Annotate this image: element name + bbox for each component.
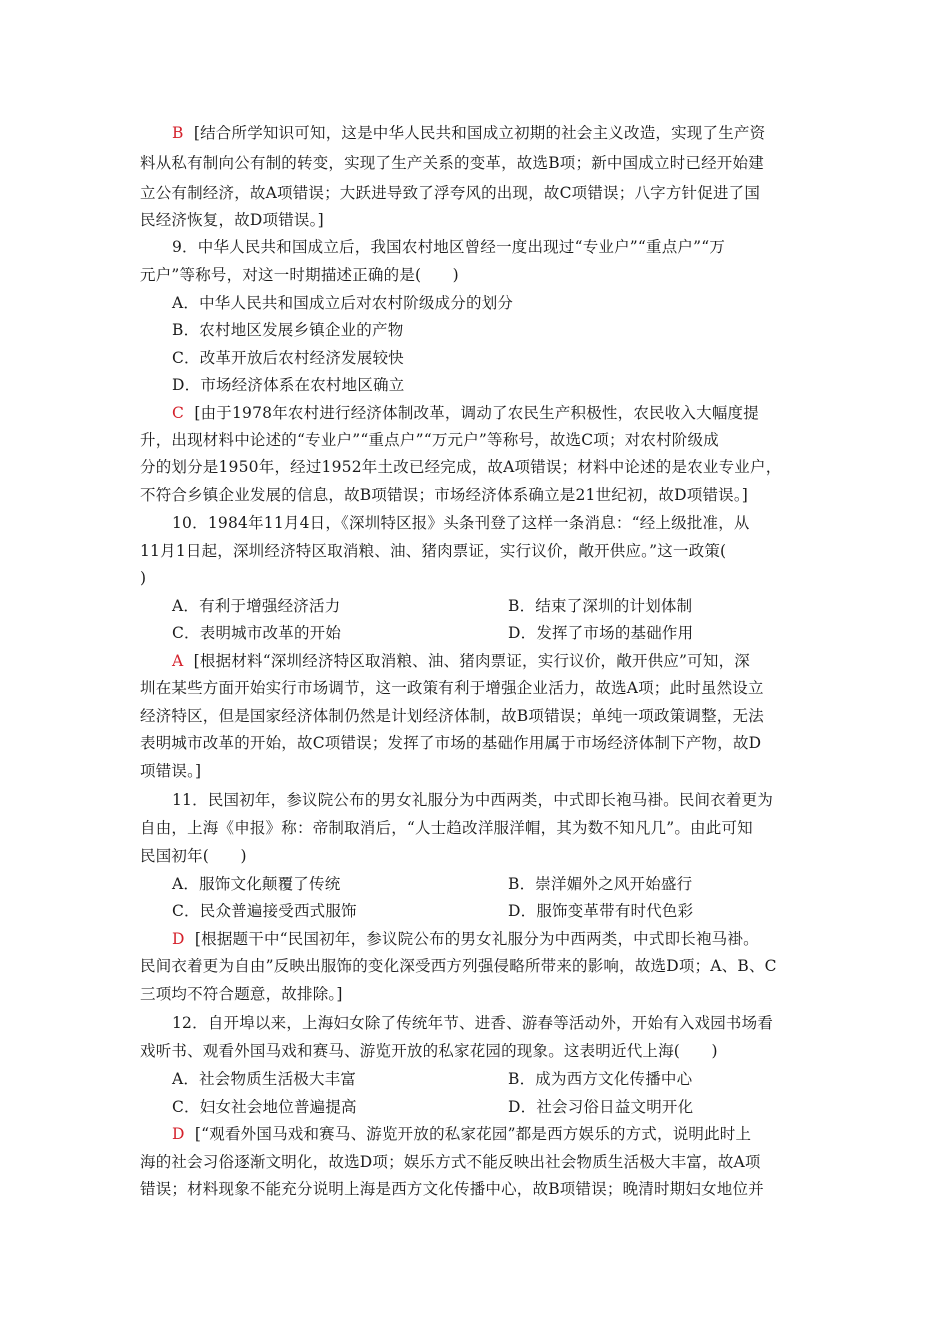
option-b: B．成为西方文化传播中心 [508,1070,693,1088]
question-stem: 11月1日起，深圳经济特区取消粮、油、猪肉票证，实行议价，敞开供应。”这一政策( [140,542,727,560]
question-stem: 戏听书、观看外国马戏和赛马、游览开放的私家花园的现象。这表明近代上海( ) [140,1042,718,1060]
explanation-line: 民经济恢复，故D项错误。] [140,211,324,229]
answer-letter: B [172,124,184,142]
answer-letter: A [172,652,184,670]
answer-line [172,403,852,423]
question-stem: 民国初年( ) [140,847,247,865]
question-stem: ) [140,569,147,587]
question-stem: 9．中华人民共和国成立后，我国农村地区曾经一度出现过“专业户”“重点户”“万 [172,238,726,256]
option-a: A．社会物质生活极大丰富 [172,1070,357,1088]
option-b: B．结束了深圳的计划体制 [508,597,693,615]
answer-line [172,1124,852,1144]
explanation-line: 海的社会习俗逐渐文明化，故选D项；娱乐方式不能反映出社会物质生活极大丰富，故A项 [140,1153,761,1171]
option-c: C．妇女社会地位普遍提高 [172,1098,357,1116]
answer-letter: C [172,404,185,422]
explanation-line: 立公有制经济，故A项错误；大跃进导致了浮夸风的出现，故C项错误；八字方针促进了国 [140,184,761,202]
option-d: D．服饰变革带有时代色彩 [508,902,694,920]
explanation-text: [根据题干中“民国初年，参议院公布的男女礼服分为中西两类，中式即长袍马褂。 [194,930,759,948]
question-stem: 元户”等称号，对这一时期描述正确的是( ) [140,266,459,284]
explanation-line: 民间衣着更为自由”反映出服饰的变化深受西方列强侵略所带来的影响，故选D项；A、B、C [140,957,777,975]
explanation-line: 不符合乡镇企业发展的信息，故B项错误；市场经济体系确立是21世纪初，故D项错误。] [140,486,749,504]
explanation-line: 经济特区，但是国家经济体制仍然是计划经济体制，故B项错误；单纯一项政策调整，无法 [140,707,764,725]
explanation-line: 表明城市改革的开始，故C项错误；发挥了市场的基础作用属于市场经济体制下产物，故D [140,734,762,752]
explanation-line: 项错误。] [140,762,202,780]
option-c: C．改革开放后农村经济发展较快 [172,349,404,367]
answer-letter: D [172,930,185,948]
question-stem: 11．民国初年，参议院公布的男女礼服分为中西两类，中式即长袍马褂。民间衣着更为 [172,791,774,809]
explanation-line: 三项均不符合题意，故排除。] [140,985,343,1003]
question-stem: 12．自开埠以来，上海妇女除了传统年节、进香、游春等活动外，开始有入戏园书场看 [172,1014,774,1032]
option-d: D．市场经济体系在农村地区确立 [172,376,405,394]
option-d: D．发挥了市场的基础作用 [508,624,694,642]
option-b: B．农村地区发展乡镇企业的产物 [172,321,404,339]
explanation-line: 升，出现材料中论述的“专业户”“重点户”“万元户”等称号，故选C项；对农村阶级成 [140,431,719,449]
answer-line [172,929,852,949]
explanation-text: [结合所学知识可知，这是中华人民共和国成立初期的社会主义改造，实现了生产资 [193,124,766,142]
question-stem: 10．1984年11月4日，《深圳特区报》头条刊登了这样一条消息：“经上级批准，从 [172,514,750,532]
option-a: A．中华人民共和国成立后对农村阶级成分的划分 [172,294,514,312]
explanation-line: 料从私有制向公有制的转变，实现了生产关系的变革，故选B项；新中国成立时已经开始建 [140,154,764,172]
option-c: C．表明城市改革的开始 [172,624,342,642]
option-c: C．民众普遍接受西式服饰 [172,902,357,920]
option-d: D．社会习俗日益文明开化 [508,1098,694,1116]
explanation-line: 错误；材料现象不能充分说明上海是西方文化传播中心，故B项错误；晚清时期妇女地位并 [140,1180,764,1198]
answer-line [172,651,852,671]
explanation-text: [“观看外国马戏和赛马、游览开放的私家花园”都是西方娱乐的方式，说明此时上 [194,1125,752,1143]
explanation-text: [由于1978年农村进行经济体制改革，调动了农民生产积极性，农民收入大幅度提 [194,404,759,422]
answer-letter: D [172,1125,185,1143]
answer-line [172,123,852,143]
question-stem: 自由，上海《申报》称：帝制取消后，“人士趋改洋服洋帽，其为数不知凡几”。由此可知 [140,819,753,837]
option-a: A．有利于增强经济活力 [172,597,341,615]
explanation-text: [根据材料“深圳经济特区取消粮、油、猪肉票证，实行议价，敞开供应”可知，深 [193,652,750,670]
option-b: B．崇洋媚外之风开始盛行 [508,875,693,893]
option-a: A．服饰文化颠覆了传统 [172,875,341,893]
explanation-line: 圳在某些方面开始实行市场调节，这一政策有利于增强企业活力，故选A项；此时虽然设立 [140,679,764,697]
explanation-line: 分的划分是1950年，经过1952年土改已经完成，故A项错误；材料中论述的是农业专业户， [140,458,782,476]
